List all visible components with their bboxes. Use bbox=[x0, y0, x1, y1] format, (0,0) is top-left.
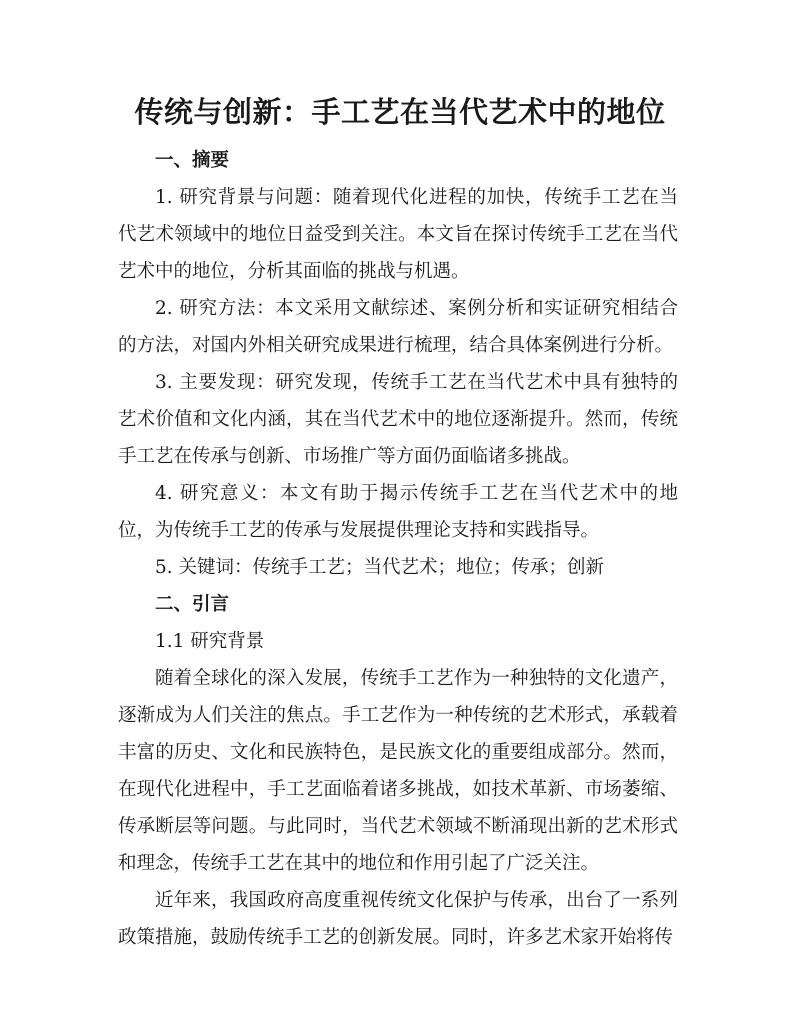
abstract-item-findings: 3. 主要发现：研究发现，传统手工艺在当代艺术中具有独特的艺术价值和文化内涵，其在当代艺术中的地位逐渐提升。然而，传统手工艺在传承与创新、市场推广等方面仍面临诸多挑战。 bbox=[118, 372, 678, 467]
document-body bbox=[118, 142, 678, 956]
subsection-heading-background: 1.1 研究背景 bbox=[155, 631, 265, 652]
document-title: 传统与创新：手工艺在当代艺术中的地位 bbox=[134, 95, 666, 129]
abstract-item-method: 2. 研究方法：本文采用文献综述、案例分析和实证研究相结合的方法，对国内外相关研究成果进行梳理，结合具体案例进行分析。 bbox=[118, 298, 678, 356]
intro-paragraph-1: 随着全球化的深入发展，传统手工艺作为一种独特的文化遗产，逐渐成为人们关注的焦点。手工艺作为一种传统的艺术形式，承载着丰富的历史、文化和民族特色，是民族文化的重要组成部分。然而，在现代化进程中，手工艺面临着诸多挑战，如技术革新、市场萎缩、传承断层等问题。与此同时，当代艺术领域不断涌现出新的艺术形式和理念，传统手工艺在其中的地位和作用引起了广泛关注。 bbox=[118, 668, 678, 874]
section-heading-abstract: 一、摘要 bbox=[155, 150, 230, 171]
intro-paragraph-2: 近年来，我国政府高度重视传统文化保护与传承，出台了一系列政策措施，鼓励传统手工艺的创新发展。同时，许多艺术家开始将传 bbox=[118, 890, 678, 948]
abstract-item-keywords: 5. 关键词：传统手工艺；当代艺术；地位；传承；创新 bbox=[155, 557, 605, 578]
abstract-item-background: 1. 研究背景与问题：随着现代化进程的加快，传统手工艺在当代艺术领域中的地位日益受到关注。本文旨在探讨传统手工艺在当代艺术中的地位，分析其面临的挑战与机遇。 bbox=[118, 187, 678, 282]
section-heading-intro: 二、引言 bbox=[155, 594, 230, 615]
abstract-item-significance: 4. 研究意义：本文有助于揭示传统手工艺在当代艺术中的地位，为传统手工艺的传承与发展提供理论支持和实践指导。 bbox=[118, 483, 678, 541]
